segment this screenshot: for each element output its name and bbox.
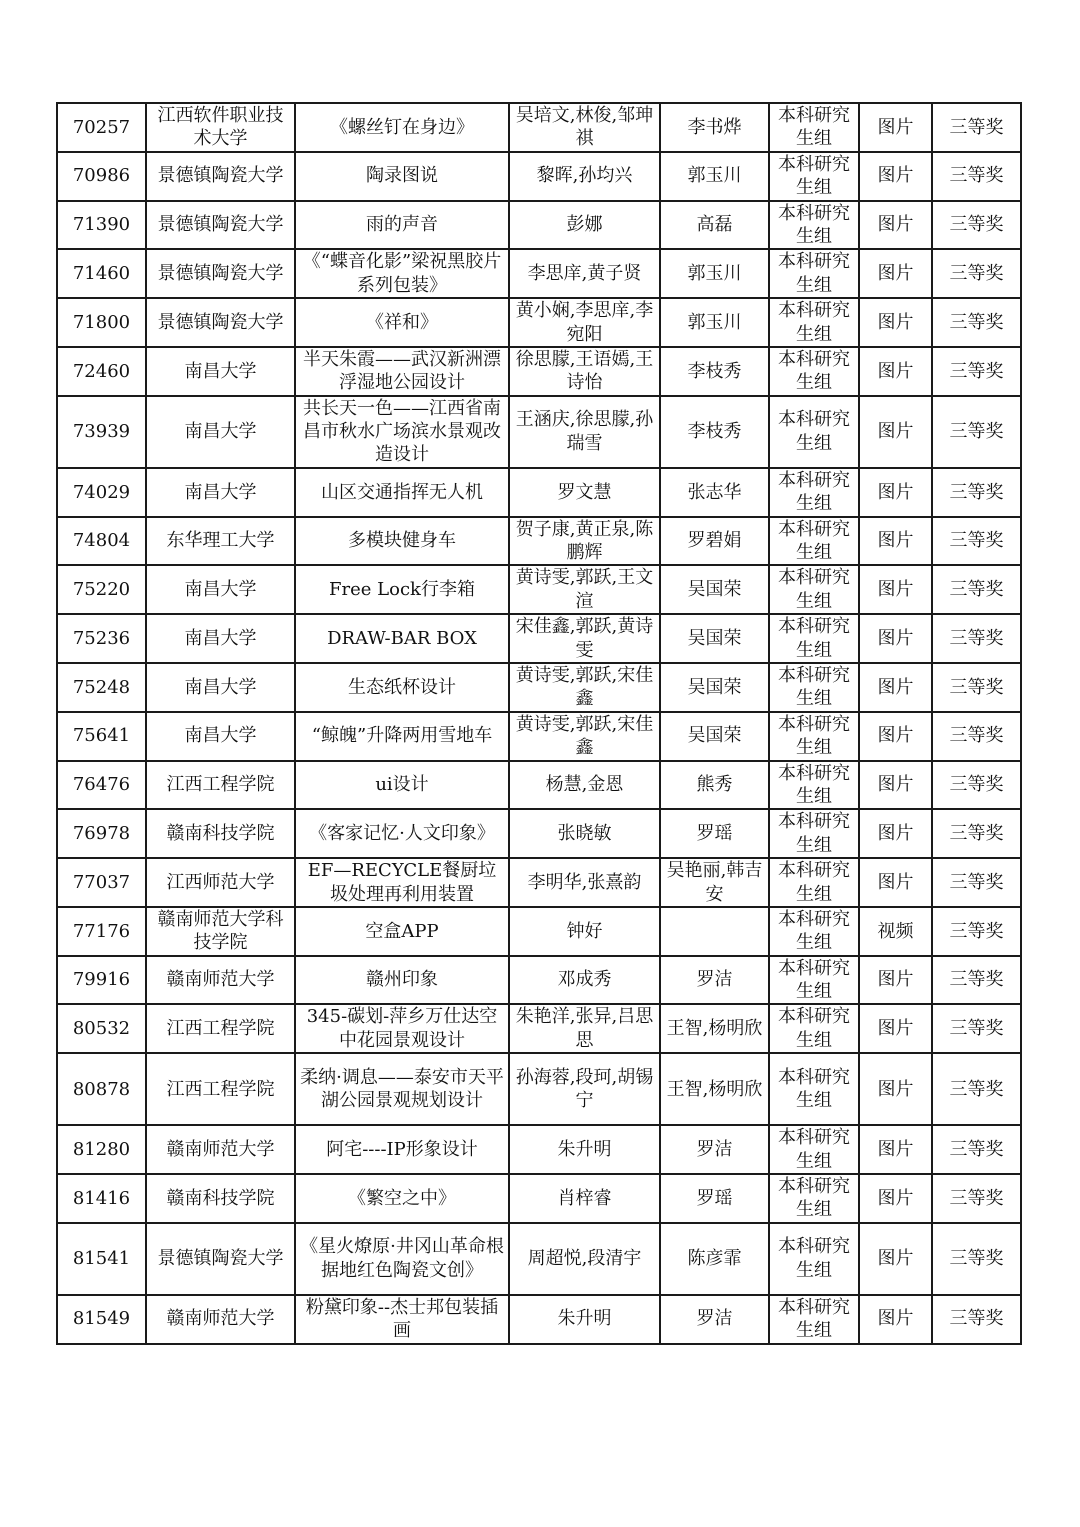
work-type-cell: 图片 <box>859 1295 932 1344</box>
award-cell: 三等奖 <box>932 468 1021 517</box>
school-cell: 赣南师范大学 <box>146 1125 295 1174</box>
advisor-cell: 吴国荣 <box>660 565 769 614</box>
entry-id-cell: 81549 <box>57 1295 146 1344</box>
table-row <box>57 809 1021 858</box>
work-title-cell: ui设计 <box>295 761 509 810</box>
work-title-cell: 《星火燎原·井冈山革命根据地红色陶瓷文创》 <box>295 1223 509 1295</box>
school-cell: 景德镇陶瓷大学 <box>146 152 295 201</box>
work-type-cell: 图片 <box>859 1223 932 1295</box>
entry-id-cell: 81541 <box>57 1223 146 1295</box>
table-row <box>57 614 1021 663</box>
table-row <box>57 103 1021 152</box>
school-cell: 南昌大学 <box>146 663 295 712</box>
work-type-cell: 图片 <box>859 396 932 468</box>
work-title-cell: 《客家记忆·人文印象》 <box>295 809 509 858</box>
work-type-cell: 图片 <box>859 468 932 517</box>
members-cell: 钟好 <box>509 907 660 956</box>
table-row <box>57 347 1021 396</box>
school-cell: 景德镇陶瓷大学 <box>146 249 295 298</box>
advisor-cell <box>660 907 769 956</box>
award-list-table <box>56 102 1022 1345</box>
school-cell: 南昌大学 <box>146 396 295 468</box>
advisor-cell: 郭玉川 <box>660 298 769 347</box>
advisor-cell: 罗碧娟 <box>660 517 769 566</box>
work-title-cell: Free Lock行李箱 <box>295 565 509 614</box>
work-type-cell: 图片 <box>859 956 932 1005</box>
entry-id-cell: 79916 <box>57 956 146 1005</box>
members-cell: 李明华,张熹韵 <box>509 858 660 907</box>
entry-id-cell: 81416 <box>57 1174 146 1223</box>
entry-id-cell: 81280 <box>57 1125 146 1174</box>
advisor-cell: 罗洁 <box>660 1125 769 1174</box>
group-cell: 本科研究生组 <box>769 1004 859 1053</box>
table-row <box>57 956 1021 1005</box>
award-cell: 三等奖 <box>932 1053 1021 1125</box>
school-cell: 南昌大学 <box>146 468 295 517</box>
group-cell: 本科研究生组 <box>769 1223 859 1295</box>
group-cell: 本科研究生组 <box>769 201 859 250</box>
entry-id-cell: 71390 <box>57 201 146 250</box>
members-cell: 黄诗雯,郭跃,宋佳鑫 <box>509 663 660 712</box>
advisor-cell: 罗瑶 <box>660 1174 769 1223</box>
school-cell: 南昌大学 <box>146 614 295 663</box>
advisor-cell: 张志华 <box>660 468 769 517</box>
advisor-cell: 李枝秀 <box>660 396 769 468</box>
entry-id-cell: 76978 <box>57 809 146 858</box>
entry-id-cell: 70257 <box>57 103 146 152</box>
school-cell: 景德镇陶瓷大学 <box>146 298 295 347</box>
entry-id-cell: 75220 <box>57 565 146 614</box>
work-title-cell: 生态纸杯设计 <box>295 663 509 712</box>
group-cell: 本科研究生组 <box>769 907 859 956</box>
school-cell: 江西工程学院 <box>146 761 295 810</box>
table-body <box>57 103 1021 1344</box>
members-cell: 黎晖,孙均兴 <box>509 152 660 201</box>
group-cell: 本科研究生组 <box>769 298 859 347</box>
award-cell: 三等奖 <box>932 907 1021 956</box>
group-cell: 本科研究生组 <box>769 468 859 517</box>
advisor-cell: 吴国荣 <box>660 663 769 712</box>
work-title-cell: DRAW-BAR BOX <box>295 614 509 663</box>
group-cell: 本科研究生组 <box>769 517 859 566</box>
table-row <box>57 1053 1021 1125</box>
school-cell: 赣南师范大学 <box>146 1295 295 1344</box>
table-row <box>57 298 1021 347</box>
table-row <box>57 517 1021 566</box>
school-cell: 南昌大学 <box>146 712 295 761</box>
table-row <box>57 565 1021 614</box>
advisor-cell: 吴艳丽,韩吉安 <box>660 858 769 907</box>
advisor-cell: 王智,杨明欣 <box>660 1053 769 1125</box>
school-cell: 南昌大学 <box>146 347 295 396</box>
award-cell: 三等奖 <box>932 298 1021 347</box>
members-cell: 肖梓睿 <box>509 1174 660 1223</box>
award-cell: 三等奖 <box>932 712 1021 761</box>
members-cell: 徐思朦,王语嫣,王诗怡 <box>509 347 660 396</box>
group-cell: 本科研究生组 <box>769 809 859 858</box>
entry-id-cell: 73939 <box>57 396 146 468</box>
members-cell: 张晓敏 <box>509 809 660 858</box>
school-cell: 赣南科技学院 <box>146 809 295 858</box>
table-row <box>57 1174 1021 1223</box>
work-title-cell: 《“蝶音化影”梁祝黑胶片系列包装》 <box>295 249 509 298</box>
table-row <box>57 249 1021 298</box>
work-title-cell: 《繁空之中》 <box>295 1174 509 1223</box>
award-cell: 三等奖 <box>932 1295 1021 1344</box>
work-title-cell: 阿宅----IP形象设计 <box>295 1125 509 1174</box>
members-cell: 吴培文,林俊,邹珅祺 <box>509 103 660 152</box>
entry-id-cell: 75641 <box>57 712 146 761</box>
entry-id-cell: 77037 <box>57 858 146 907</box>
award-cell: 三等奖 <box>932 347 1021 396</box>
advisor-cell: 罗瑶 <box>660 809 769 858</box>
work-title-cell: “鲸魄”升降两用雪地车 <box>295 712 509 761</box>
work-title-cell: 多模块健身车 <box>295 517 509 566</box>
group-cell: 本科研究生组 <box>769 1295 859 1344</box>
work-type-cell: 图片 <box>859 298 932 347</box>
members-cell: 李思庠,黄子贤 <box>509 249 660 298</box>
table-row <box>57 1125 1021 1174</box>
members-cell: 宋佳鑫,郭跃,黄诗雯 <box>509 614 660 663</box>
advisor-cell: 李书烨 <box>660 103 769 152</box>
school-cell: 江西工程学院 <box>146 1004 295 1053</box>
award-cell: 三等奖 <box>932 809 1021 858</box>
work-type-cell: 图片 <box>859 858 932 907</box>
table-row <box>57 468 1021 517</box>
school-cell: 江西软件职业技术大学 <box>146 103 295 152</box>
entry-id-cell: 74029 <box>57 468 146 517</box>
entry-id-cell: 70986 <box>57 152 146 201</box>
award-cell: 三等奖 <box>932 249 1021 298</box>
award-cell: 三等奖 <box>932 517 1021 566</box>
award-cell: 三等奖 <box>932 956 1021 1005</box>
work-title-cell: 半天朱霞——武汉新洲漂浮湿地公园设计 <box>295 347 509 396</box>
group-cell: 本科研究生组 <box>769 1125 859 1174</box>
work-title-cell: EF—RECYCLE餐厨垃圾处理再利用装置 <box>295 858 509 907</box>
group-cell: 本科研究生组 <box>769 614 859 663</box>
work-title-cell: 《祥和》 <box>295 298 509 347</box>
group-cell: 本科研究生组 <box>769 249 859 298</box>
advisor-cell: 王智,杨明欣 <box>660 1004 769 1053</box>
school-cell: 江西工程学院 <box>146 1053 295 1125</box>
advisor-cell: 吴国荣 <box>660 614 769 663</box>
entry-id-cell: 80878 <box>57 1053 146 1125</box>
entry-id-cell: 71460 <box>57 249 146 298</box>
group-cell: 本科研究生组 <box>769 347 859 396</box>
work-type-cell: 图片 <box>859 1125 932 1174</box>
school-cell: 东华理工大学 <box>146 517 295 566</box>
work-type-cell: 图片 <box>859 663 932 712</box>
entry-id-cell: 71800 <box>57 298 146 347</box>
members-cell: 朱升明 <box>509 1125 660 1174</box>
group-cell: 本科研究生组 <box>769 956 859 1005</box>
table-row <box>57 1295 1021 1344</box>
work-title-cell: 雨的声音 <box>295 201 509 250</box>
award-cell: 三等奖 <box>932 663 1021 712</box>
work-type-cell: 图片 <box>859 712 932 761</box>
school-cell: 景德镇陶瓷大学 <box>146 1223 295 1295</box>
group-cell: 本科研究生组 <box>769 761 859 810</box>
work-type-cell: 图片 <box>859 152 932 201</box>
award-cell: 三等奖 <box>932 103 1021 152</box>
advisor-cell: 罗洁 <box>660 956 769 1005</box>
work-type-cell: 图片 <box>859 103 932 152</box>
entry-id-cell: 74804 <box>57 517 146 566</box>
table-row <box>57 1004 1021 1053</box>
advisor-cell: 熊秀 <box>660 761 769 810</box>
work-type-cell: 图片 <box>859 1053 932 1125</box>
advisor-cell: 陈彦霏 <box>660 1223 769 1295</box>
table-row <box>57 201 1021 250</box>
award-cell: 三等奖 <box>932 614 1021 663</box>
work-type-cell: 图片 <box>859 614 932 663</box>
work-type-cell: 图片 <box>859 347 932 396</box>
award-cell: 三等奖 <box>932 1174 1021 1223</box>
members-cell: 朱升明 <box>509 1295 660 1344</box>
members-cell: 黄诗雯,郭跃,王文渲 <box>509 565 660 614</box>
work-title-cell: 粉黛印象--杰士邦包装插画 <box>295 1295 509 1344</box>
work-type-cell: 图片 <box>859 201 932 250</box>
group-cell: 本科研究生组 <box>769 858 859 907</box>
advisor-cell: 吴国荣 <box>660 712 769 761</box>
table-row <box>57 663 1021 712</box>
school-cell: 江西师范大学 <box>146 858 295 907</box>
work-type-cell: 图片 <box>859 1174 932 1223</box>
award-cell: 三等奖 <box>932 1125 1021 1174</box>
members-cell: 周超悦,段清宇 <box>509 1223 660 1295</box>
table-row <box>57 761 1021 810</box>
work-type-cell: 图片 <box>859 249 932 298</box>
award-cell: 三等奖 <box>932 565 1021 614</box>
group-cell: 本科研究生组 <box>769 396 859 468</box>
members-cell: 杨慧,金恩 <box>509 761 660 810</box>
school-cell: 景德镇陶瓷大学 <box>146 201 295 250</box>
work-type-cell: 视频 <box>859 907 932 956</box>
table-row <box>57 1223 1021 1295</box>
work-type-cell: 图片 <box>859 809 932 858</box>
members-cell: 朱艳洋,张异,吕思思 <box>509 1004 660 1053</box>
award-cell: 三等奖 <box>932 761 1021 810</box>
members-cell: 黄小娴,李思庠,李宛阳 <box>509 298 660 347</box>
school-cell: 赣南师范大学科技学院 <box>146 907 295 956</box>
award-cell: 三等奖 <box>932 201 1021 250</box>
award-cell: 三等奖 <box>932 152 1021 201</box>
work-type-cell: 图片 <box>859 565 932 614</box>
school-cell: 赣南师范大学 <box>146 956 295 1005</box>
entry-id-cell: 75236 <box>57 614 146 663</box>
group-cell: 本科研究生组 <box>769 103 859 152</box>
table-row <box>57 152 1021 201</box>
work-type-cell: 图片 <box>859 517 932 566</box>
work-type-cell: 图片 <box>859 761 932 810</box>
work-title-cell: 空盒APP <box>295 907 509 956</box>
entry-id-cell: 75248 <box>57 663 146 712</box>
group-cell: 本科研究生组 <box>769 565 859 614</box>
award-cell: 三等奖 <box>932 1004 1021 1053</box>
members-cell: 彭娜 <box>509 201 660 250</box>
members-cell: 贺子康,黄正泉,陈鹏辉 <box>509 517 660 566</box>
entry-id-cell: 77176 <box>57 907 146 956</box>
advisor-cell: 郭玉川 <box>660 152 769 201</box>
members-cell: 罗文慧 <box>509 468 660 517</box>
advisor-cell: 郭玉川 <box>660 249 769 298</box>
advisor-cell: 罗洁 <box>660 1295 769 1344</box>
advisor-cell: 李枝秀 <box>660 347 769 396</box>
entry-id-cell: 76476 <box>57 761 146 810</box>
school-cell: 南昌大学 <box>146 565 295 614</box>
work-type-cell: 图片 <box>859 1004 932 1053</box>
school-cell: 赣南科技学院 <box>146 1174 295 1223</box>
work-title-cell: 陶录图说 <box>295 152 509 201</box>
work-title-cell: 共长天一色——江西省南昌市秋水广场滨水景观改造设计 <box>295 396 509 468</box>
work-title-cell: 赣州印象 <box>295 956 509 1005</box>
entry-id-cell: 80532 <box>57 1004 146 1053</box>
work-title-cell: 《螺丝钉在身边》 <box>295 103 509 152</box>
members-cell: 王涵庆,徐思朦,孙瑞雪 <box>509 396 660 468</box>
award-cell: 三等奖 <box>932 1223 1021 1295</box>
work-title-cell: 山区交通指挥无人机 <box>295 468 509 517</box>
table-row <box>57 907 1021 956</box>
entry-id-cell: 72460 <box>57 347 146 396</box>
award-cell: 三等奖 <box>932 396 1021 468</box>
work-title-cell: 345-碳划-萍乡万仕达空中花园景观设计 <box>295 1004 509 1053</box>
members-cell: 黄诗雯,郭跃,宋佳鑫 <box>509 712 660 761</box>
group-cell: 本科研究生组 <box>769 1174 859 1223</box>
members-cell: 邓成秀 <box>509 956 660 1005</box>
group-cell: 本科研究生组 <box>769 1053 859 1125</box>
group-cell: 本科研究生组 <box>769 152 859 201</box>
work-title-cell: 柔纳·调息——泰安市天平湖公园景观规划设计 <box>295 1053 509 1125</box>
members-cell: 孙海蓉,段珂,胡锡宁 <box>509 1053 660 1125</box>
table-row <box>57 712 1021 761</box>
table-row <box>57 396 1021 468</box>
award-cell: 三等奖 <box>932 858 1021 907</box>
group-cell: 本科研究生组 <box>769 712 859 761</box>
group-cell: 本科研究生组 <box>769 663 859 712</box>
advisor-cell: 高磊 <box>660 201 769 250</box>
table-row <box>57 858 1021 907</box>
